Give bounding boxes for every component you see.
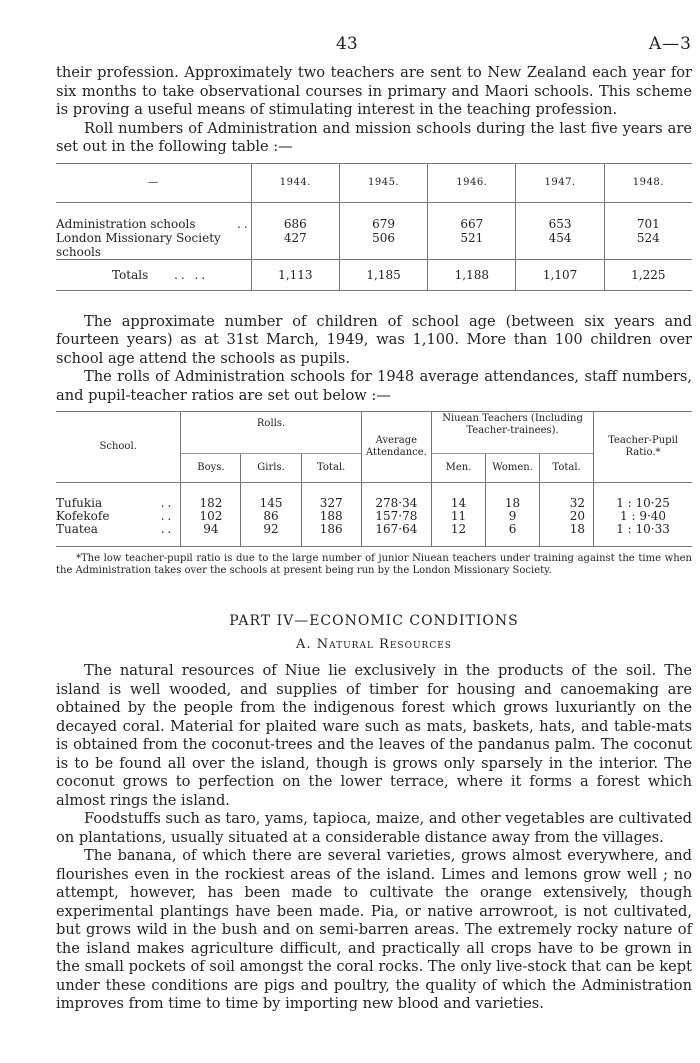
paragraph-roll-intro: Roll numbers of Administration and mission schools during the last five years are set out in the following table :— <box>56 119 692 155</box>
part-heading: PART IV—ECONOMIC CONDITIONS <box>229 613 519 629</box>
paragraph-teacher-training: their profession. Approximately two teachers are sent to New Zealand each year for six months to take observational courses in primary and Maori schools. This scheme is proving a useful means of stimulating interest in the teaching profession. <box>56 64 692 118</box>
girls-value: 86 <box>241 510 301 523</box>
totals-row <box>56 259 692 290</box>
cell-value: 679 <box>372 216 396 231</box>
paragraph-school-age: The approximate number of children of school age (between six years and fourteen years) as at 31st March, 1949, was 1,100. More than 100 children over school age attend the schools as pupils. <box>56 312 692 367</box>
row-label: London Missionary Society schools <box>56 230 221 259</box>
paragraph-foodstuffs: Foodstuffs such as taro, yams, tapioca, maize, and other vegetables are cultivated on plantations, usually situated at a considerable distance away from the villages. <box>56 810 692 846</box>
girls-value: 92 <box>241 523 301 547</box>
total-value: 1,188 <box>428 259 516 290</box>
cell-value: 667 <box>460 216 484 231</box>
average-attendance-header: Average Attendance. <box>361 412 431 483</box>
boys-header: Boys. <box>181 454 241 483</box>
average-attendance-value: 278·34 <box>361 483 431 511</box>
teachers-total-value: 32 <box>540 483 594 511</box>
totals-label: Totals <box>112 267 149 282</box>
ratio-value: 1 : 9·40 <box>594 510 692 523</box>
cell-value: 701 <box>636 216 660 231</box>
rolls-total-value: 188 <box>301 510 361 523</box>
cell-value: 686 <box>283 216 307 231</box>
table-row <box>56 483 692 511</box>
leader-dots: .. <box>160 496 175 510</box>
teacher-pupil-ratio-header: Teacher-Pupil Ratio.* <box>594 412 692 483</box>
table-row <box>56 510 692 523</box>
cell-value: 427 <box>283 230 307 245</box>
school-name: Kofekofe <box>56 509 110 523</box>
row-label: Administration schools <box>56 216 196 231</box>
boys-value: 94 <box>181 523 241 547</box>
paragraph-natural-resources: The natural resources of Niue lie exclusively in the products of the soil. The island is well wooded, and supplies of timber for housing and canoemaking are obtained by the people from the indigenous forest which grows luxuriantly on the decayed coral. Material for plaited ware such as mats, baskets, hats, and table-mats is obtained from the coconut-trees and the leaves of the pandanus palm. The coconut is to be found all over the island, though is grows only sparsely in the interior. The coconut grows to perfection on the lower terrace, where it forms a forest which almost rings the island. <box>56 662 692 809</box>
men-value: 14 <box>432 483 486 511</box>
table-row <box>56 202 692 259</box>
section-heading: A. Natural Resources <box>296 637 452 652</box>
leader-dots: .. <box>160 509 175 523</box>
page-number: 43 <box>336 34 358 54</box>
school-name: Tufukia <box>56 496 103 510</box>
roll-numbers-table <box>56 163 692 291</box>
table-corner: — <box>56 163 251 202</box>
cell-value: 521 <box>460 230 484 245</box>
total-value: 1,107 <box>516 259 604 290</box>
attendance-table <box>56 411 692 547</box>
average-attendance-value: 167·64 <box>361 523 431 547</box>
leader-dots: .. <box>160 522 175 536</box>
cell-value: 454 <box>548 230 572 245</box>
boys-value: 102 <box>181 510 241 523</box>
table-footnote: *The low teacher-pupil ratio is due to the large number of junior Niuean teachers under training against the time when the Administration takes over the schools at present being run by the London Missionary Society. <box>56 553 692 576</box>
men-value: 12 <box>432 523 486 547</box>
girls-value: 145 <box>241 483 301 511</box>
year-header: 1945. <box>339 163 427 202</box>
women-value: 6 <box>486 523 540 547</box>
year-header: 1946. <box>428 163 516 202</box>
paragraph-banana: The banana, of which there are several varieties, grows almost everywhere, and flourishes even in the rockiest areas of the island. Limes and lemons grow well ; no attempt, however, has been made to cultivate the orange extensively, though experimental plantings have been made. Pia, or native arrowroot, is not cultivated, but grows wild in the bush and on semi-barren areas. The extremely rocky nature of the island makes agriculture difficult, and practically all crops have to be grown in the small pockets of soil amongst the coral rocks. The only live-stock that can be kept under these conditions are pigs and poultry, the quality of which the Administration improves from time to time by importing new blood and varieties. <box>56 847 692 1012</box>
cell-value: 653 <box>548 216 572 231</box>
women-value: 9 <box>486 510 540 523</box>
table-header-row <box>56 163 692 202</box>
total-value: 1,113 <box>251 259 339 290</box>
leader-dots: .. .. <box>174 267 209 282</box>
year-header: 1948. <box>604 163 692 202</box>
rolls-total-value: 327 <box>301 483 361 511</box>
women-header: Women. <box>486 454 540 483</box>
boys-value: 182 <box>181 483 241 511</box>
teachers-total-value: 20 <box>540 510 594 523</box>
school-name: Tuatea <box>56 522 98 536</box>
women-value: 18 <box>486 483 540 511</box>
cell-value: 506 <box>372 230 396 245</box>
ratio-value: 1 : 10·33 <box>594 523 692 547</box>
leader-dots: .. <box>237 216 251 231</box>
ratio-value: 1 : 10·25 <box>594 483 692 511</box>
teachers-total-header: Total. <box>540 454 594 483</box>
average-attendance-value: 157·78 <box>361 510 431 523</box>
cell-value: 524 <box>636 230 660 245</box>
year-header: 1947. <box>516 163 604 202</box>
girls-header: Girls. <box>241 454 301 483</box>
men-header: Men. <box>432 454 486 483</box>
niuean-teachers-header: Niuean Teachers (Including Teacher-trainees). <box>432 412 594 454</box>
total-value: 1,185 <box>339 259 427 290</box>
paragraph-rolls-intro: The rolls of Administration schools for 1948 average attendances, staff numbers, and pupil-teacher ratios are set out below :— <box>56 368 692 404</box>
total-value: 1,225 <box>604 259 692 290</box>
year-header: 1944. <box>251 163 339 202</box>
rolls-total-header: Total. <box>301 454 361 483</box>
document-reference: A—3 <box>648 34 692 54</box>
table-row <box>56 523 692 547</box>
rolls-header: Rolls. <box>181 412 361 454</box>
document-page <box>56 34 692 1014</box>
teachers-total-value: 18 <box>540 523 594 547</box>
page-header <box>56 34 692 64</box>
school-header: School. <box>56 412 181 483</box>
rolls-total-value: 186 <box>301 523 361 547</box>
men-value: 11 <box>432 510 486 523</box>
